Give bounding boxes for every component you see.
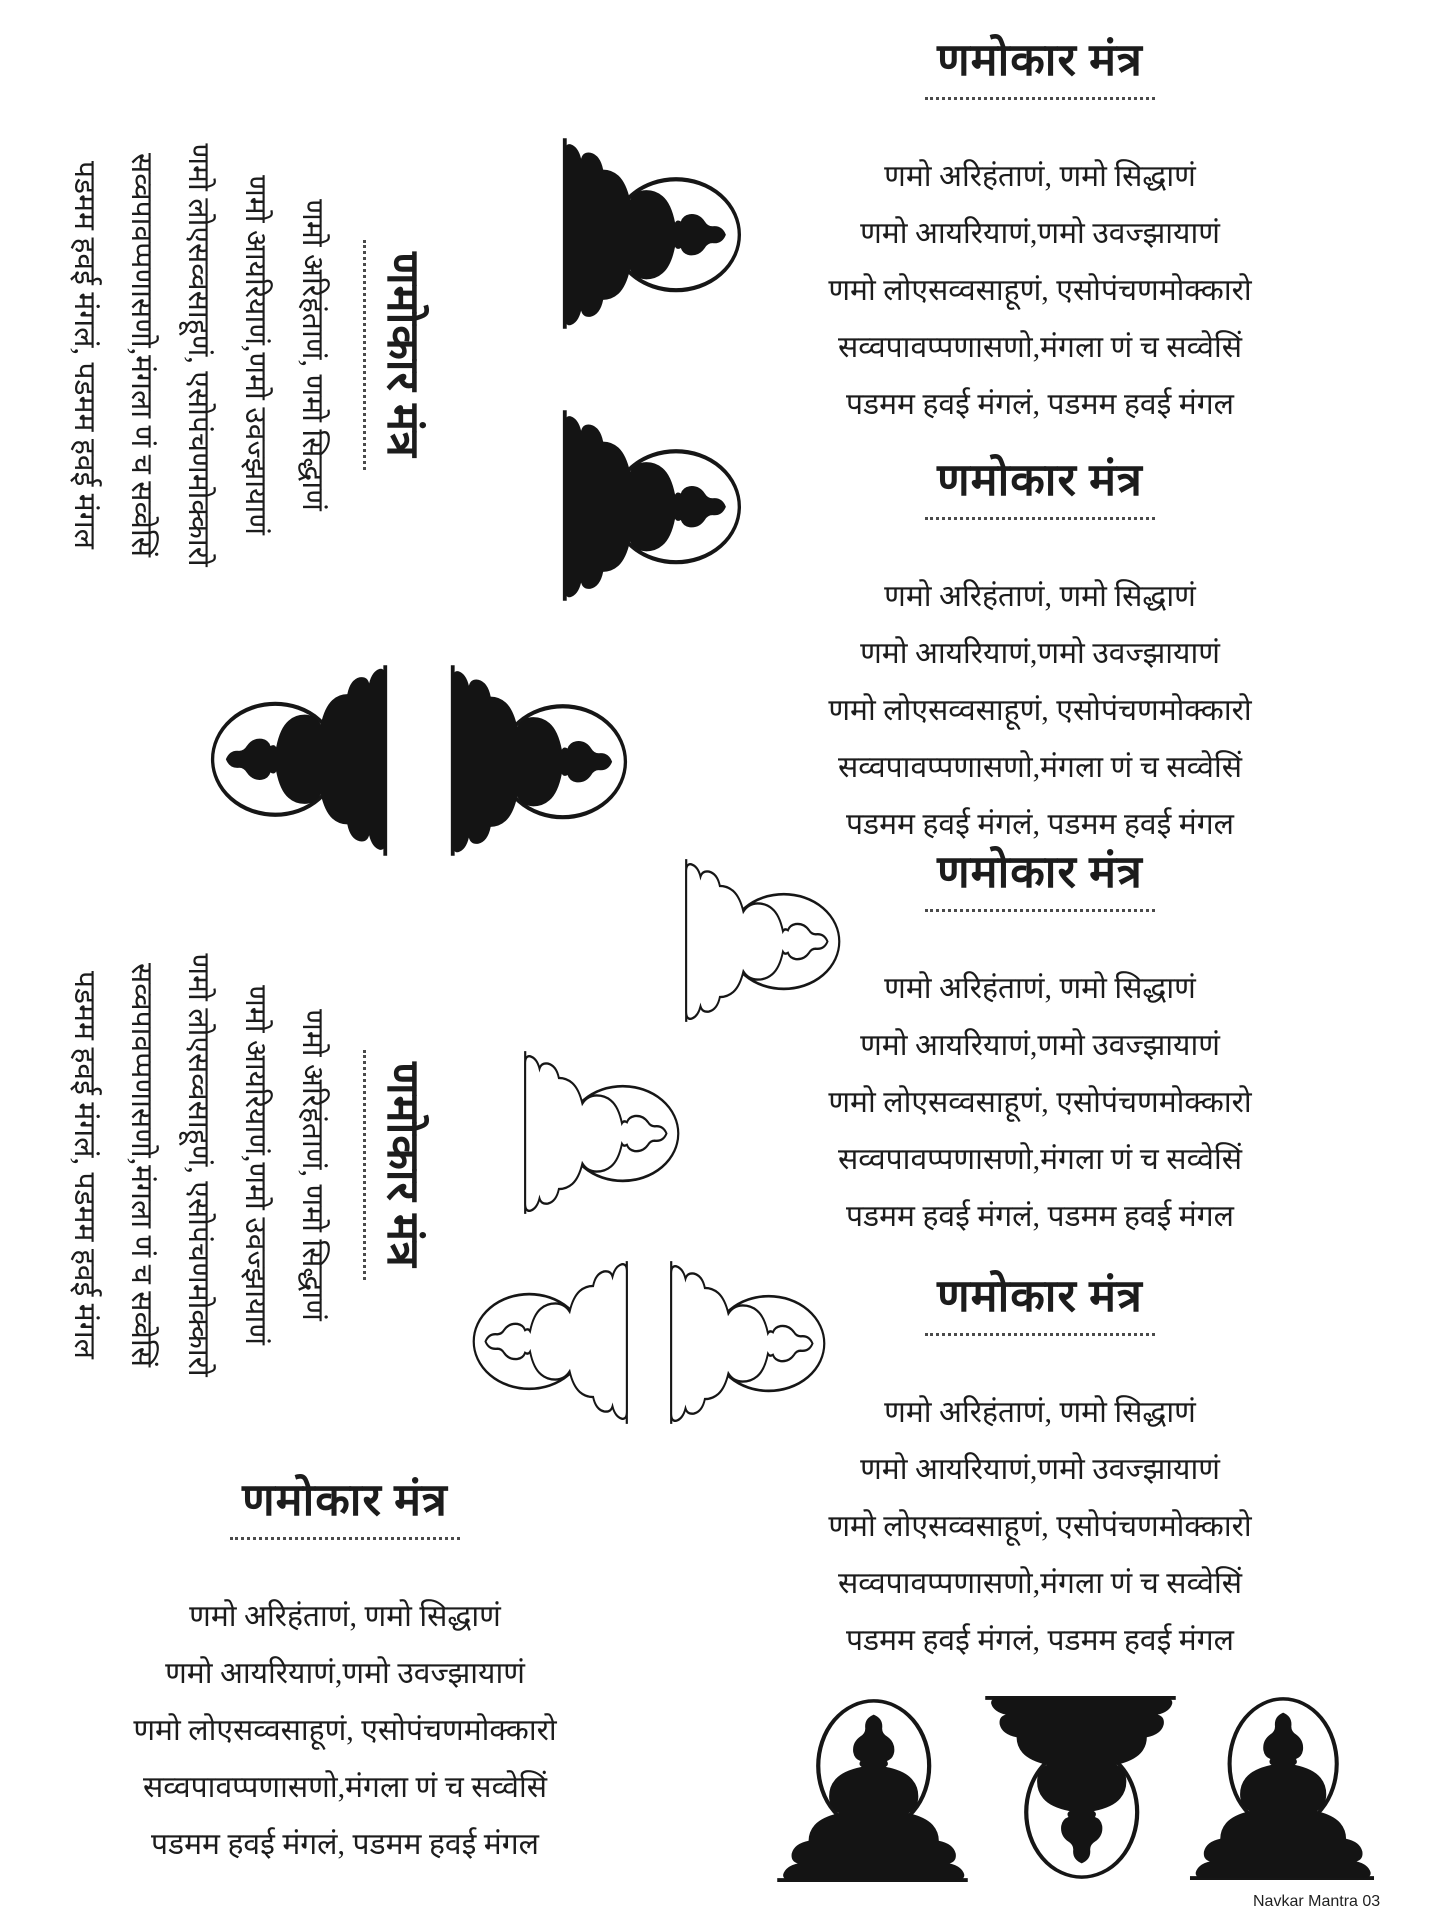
mantra-line: पडमम हवई मंगलं, पडमम हवई मंगल [846,1200,1234,1233]
mantra-line: णमो अरिहंताणं, णमो सिद्धाणं [884,972,1196,1005]
mantra-block-rotated-top-left [35,60,445,650]
mantra-line: पडमम हवई मंगलं, पडमम हवई मंगल [846,1624,1234,1657]
mantra-line: णमो अरिहंताणं, णमो सिद्धाणं [296,1009,329,1321]
buddha-silhouette-sideways-1 [560,131,747,336]
mantra-line: पडमम हवई मंगलं, पडमम हवई मंगल [151,1828,539,1861]
mantra-line: सव्वपावप्पणासणो,मंगला णं च सव्वेसिं [837,1567,1243,1600]
buddha-silhouette-bottom-left [770,1693,975,1885]
mantra-line: णमो लोएसव्वसाहूणं, एसोपंचणमोक्कारो [133,1714,557,1747]
mantra-line: णमो आयरियाणं,णमो उवज्झायाणं [239,985,272,1345]
sheet-footer-label: Navkar Mantra 03 [1253,1893,1381,1910]
mantra-title: णमोकार मंत्र [45,1470,645,1540]
buddha-outline-pair-right [667,1255,831,1430]
mantra-line: णमो अरिहंताणं, णमो सिद्धाणं [884,160,1196,193]
mantra-block-bottom-left [45,1470,645,1873]
buddha-silhouette-sideways-2 [560,403,747,608]
mantra-line: पडमम हवई मंगलं, पडमम हवई मंगल [846,808,1234,841]
mantra-line: सव्वपावप्पणासणो,मंगला णं च सव्वेसिं [837,1143,1243,1176]
mantra-line: णमो लोएसव्वसाहूणं, एसोपंचणमोक्कारो [828,694,1252,727]
mantra-line: णमो लोएसव्वसाहूणं, एसोपंचणमोक्कारो [182,953,215,1377]
mantra-line: सव्वपावप्पणासणो,मंगला णं च सव्वेसिं [142,1771,548,1804]
mantra-line: सव्वपावप्पणासणो,मंगला णं च सव्वेसिं [837,331,1243,364]
mantra-line: सव्वपावप्पणासणो,मंगला णं च सव्वेसिं [125,962,158,1368]
mantra-line: णमो आयरियाणं,णमो उवज्झायाणं [860,217,1220,250]
mantra-line: पडमम हवई मंगलं, पडमम हवई मंगल [846,388,1234,421]
buddha-outline-sideways-2 [521,1045,685,1220]
mantra-lines [56,870,341,1460]
mantra-title: णमोकार मंत्र [620,842,1445,912]
mantra-line: सव्वपावप्पणासणो,मंगला णं च सव्वेसिं [125,152,158,558]
mantra-line: णमो अरिहंताणं, णमो सिद्धाणं [296,199,329,511]
mantra-title: णमोकार मंत्र [620,450,1445,520]
mantra-line: णमो अरिहंताणं, णमो सिद्धाणं [884,580,1196,613]
mantra-line: णमो लोएसव्वसाहूणं, एसोपंचणमोक्कारो [828,1086,1252,1119]
mantra-line: पडमम हवई मंगलं, पडमम हवई मंगल [68,971,101,1359]
mantra-line: णमो अरिहंताणं, णमो सिद्धाणं [884,1396,1196,1429]
mantra-lines [620,568,1445,853]
buddha-silhouette-pair-right [448,658,633,863]
mantra-title: णमोकार मंत्र [620,30,1445,100]
mantra-line: णमो आयरियाणं,णमो उवज्झायाणं [165,1657,525,1690]
mantra-line: पडमम हवई मंगलं, पडमम हवई मंगल [68,161,101,549]
buddha-outline-pair-left [467,1255,631,1430]
mantra-line: णमो लोएसव्वसाहूणं, एसोपंचणमोक्कारो [828,274,1252,307]
mantra-line: णमो आयरियाणं,णमो उवज्झायाणं [239,175,272,535]
mantra-line: णमो अरिहंताणं, णमो सिद्धाणं [189,1600,501,1633]
mantra-title: णमोकार मंत्र [620,1266,1445,1336]
mantra-title: णमोकार मंत्र [363,870,433,1460]
mantra-line: णमो लोएसव्वसाहूणं, एसोपंचणमोक्कारो [828,1510,1252,1543]
buddha-silhouette-pair-left [205,658,390,863]
mantra-title: णमोकार मंत्र [363,60,433,650]
buddha-silhouette-bottom-right [1183,1691,1381,1883]
buddha-silhouette-bottom-middle-inverted [978,1693,1183,1885]
mantra-block-rotated-middle-left [35,870,445,1460]
mantra-line: णमो आयरियाणं,णमो उवज्झायाणं [860,637,1220,670]
mantra-line: सव्वपावप्पणासणो,मंगला णं च सव्वेसिं [837,751,1243,784]
mantra-line: णमो लोएसव्वसाहूणं, एसोपंचणमोक्कारो [182,143,215,567]
buddha-outline-sideways-1 [682,853,846,1028]
mantra-lines [45,1588,645,1873]
mantra-lines [56,60,341,650]
mantra-line: णमो आयरियाणं,णमो उवज्झायाणं [860,1029,1220,1062]
mantra-line: णमो आयरियाणं,णमो उवज्झायाणं [860,1453,1220,1486]
